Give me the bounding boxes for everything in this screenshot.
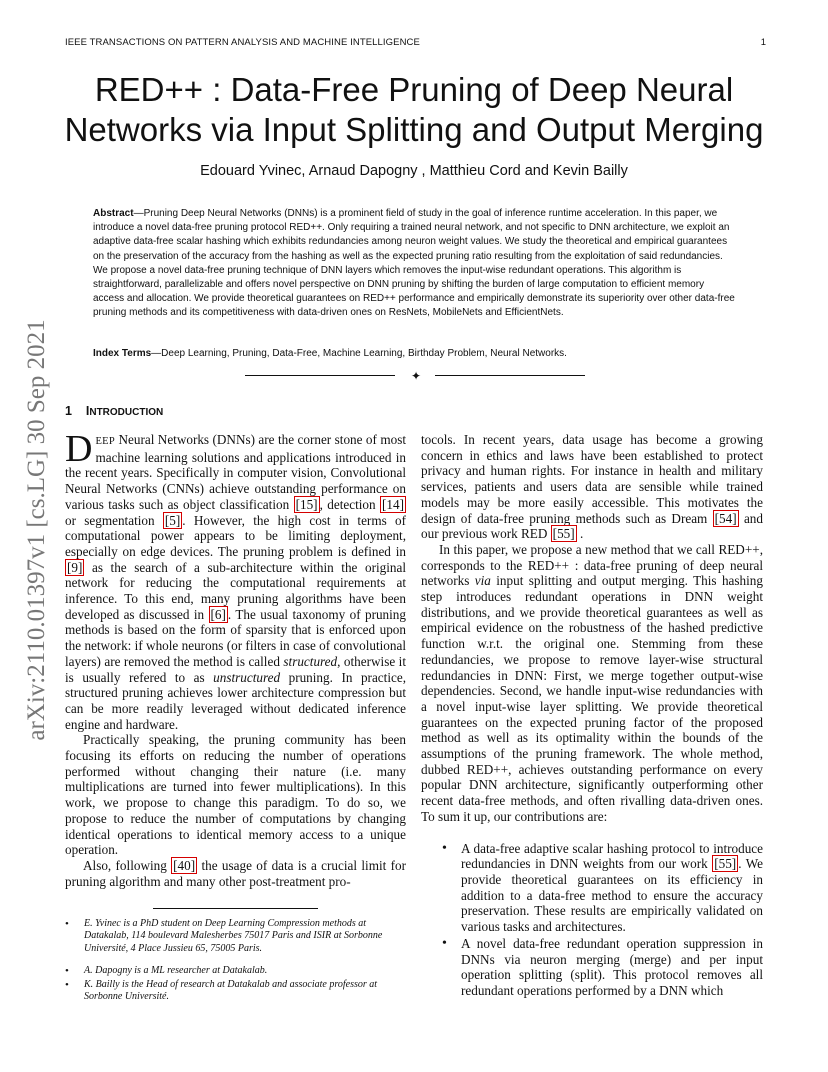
emphasis: via: [474, 573, 491, 589]
section-number: 1: [65, 404, 72, 418]
text-run: .: [576, 526, 584, 542]
text-run: the usage of data is a crucial limit for pruning algorithm and many other post-treatment pro-: [65, 857, 406, 889]
citation-link[interactable]: [55]: [714, 856, 737, 872]
citation-link[interactable]: [40]: [173, 857, 196, 873]
text-run: . However, the high cost in terms of computational power appears to be limiting deployment, especially on edge devices. The pruning problem is defined in: [65, 512, 406, 559]
section-title-rest: NTRODUCTION: [89, 407, 164, 418]
text-run: . The usual taxonomy of pruning methods is based on the form of sparsity that is enforced upon the network: if whole neurons (or filters in case of convolutional layers) are removed the method is called: [65, 606, 406, 669]
divider-line-right: [435, 375, 585, 376]
abstract-label: Abstract: [93, 208, 134, 219]
divider-star-icon: ✦: [411, 369, 422, 383]
text-run: In this paper, we propose a new method that we call RED++, corresponds to the RED++ : data-free pruning of deep neural networks: [421, 541, 763, 589]
text-run: . We provide theoretical guarantees on its efficiency in addition to a data-free method to ensure the accuracy preservation. These results are empirically validated on various tasks and architectures.: [461, 856, 763, 935]
footnote-item: • A. Dapogny is a ML researcher at Datakalab.: [84, 965, 406, 977]
intro-paragraph-2: Practically speaking, the pruning community has been focusing its efforts on reducing the number of operations performed without changing their nature (i.e. many multiplications are turned into fewer multiplications). In this work, we propose to change this paradigm. To do so, we propose to reduce the number of computations by changing identical operations to identical memory access to a unique operation.: [65, 732, 406, 858]
running-head: IEEE TRANSACTIONS ON PATTERN ANALYSIS AND MACHINE INTELLIGENCE: [65, 37, 420, 48]
footnote-item: • E. Yvinec is a PhD student on Deep Learning Compression methods at Datakalab, 114 boulevard Malesherbes 75017 Paris and ISIR at Sorbonne Université, 4 Place Jussieu 65, 75005 Paris.: [84, 918, 406, 955]
text-run: , otherwise it is usually refered to as: [65, 653, 406, 685]
intro-paragraph-3: [65, 858, 406, 889]
page-number: 1: [760, 37, 766, 48]
footnote-rule: [153, 908, 318, 909]
footnote-item: • K. Bailly is the Head of research at Datakalab and associate professor at Sorbonne Université.: [84, 979, 406, 1004]
abstract: [93, 207, 737, 321]
text-run: , detection: [319, 496, 381, 512]
citation-link[interactable]: [14]: [382, 496, 405, 512]
arxiv-stamp-text: arXiv:2110.01397v1 [cs.LG] 30 Sep 2021: [23, 319, 50, 741]
left-column: [65, 428, 406, 889]
contribution-item: • A novel data-free redundant operation suppression in DNNs via neuron merging (merge) and per input operation splitting (split). This protocol removes all redundant operations performed by a DNN which: [461, 936, 763, 999]
author-list: Edouard Yvinec, Arnaud Dapogny , Matthieu Cord and Kevin Bailly: [200, 163, 628, 179]
text-run: and our previous work RED: [421, 510, 763, 542]
text-run: Also, following: [83, 857, 172, 873]
citation-link[interactable]: [15]: [295, 496, 318, 512]
index-terms-text: —Deep Learning, Pruning, Data-Free, Machine Learning, Birthday Problem, Neural Networks.: [151, 348, 567, 359]
drop-cap: D: [65, 428, 93, 470]
abstract-text: —Pruning Deep Neural Networks (DNNs) is a prominent field of study in the goal of inference runtime acceleration. In this paper, we introduce a novel data-free pruning protocol RED++. Only requiring a trained neural network, and not specific to DNN architecture, we exploit an adaptive data-free scalar hashing which exhibits redundancies among neuron weight values. We study the theoretical and empirical guarantees on the preservation of the accuracy from the hashing as well as the expected pruning ratio resulting from the exploitation of said redundancies. We propose a novel data-free pruning technique of DNN layers which removes the input-wise redundant operations. This algorithm is straightforward, parallelizable and offers novel perspective on DNN pruning by shifting the burden of large computation to efficient memory access and allocation. We provide theoretical guarantees on RED++ performance and empirically demonstrate its superiority over other data-free pruning methods and its competitiveness with data-driven ones on ResNets, MobileNets and EfficientNets.: [93, 208, 735, 319]
index-terms: [93, 347, 737, 361]
citation-link[interactable]: [9]: [67, 559, 83, 575]
citation-link[interactable]: [55]: [552, 526, 575, 542]
citation-link[interactable]: [5]: [164, 512, 181, 528]
right-column: [421, 432, 763, 1000]
intro-paragraph-1: [65, 428, 406, 732]
emphasis: structured: [283, 653, 338, 669]
text-run: A data-free adaptive scalar hashing protocol to introduce redundancies in DNN weights from our work: [461, 840, 763, 872]
arxiv-stamp: [12, 300, 62, 760]
citation-link[interactable]: [6]: [210, 606, 226, 622]
section-heading: [65, 404, 163, 418]
citation-link[interactable]: [54]: [714, 510, 737, 526]
section-title-initial: I: [85, 404, 90, 418]
section-divider: [245, 369, 585, 383]
footnotes: [65, 918, 406, 1014]
divider-line-left: [245, 375, 395, 376]
emphasis: unstructured: [213, 669, 281, 685]
text-run: tocols. In recent years, data usage has become a growing concern in ethics and laws have been established to protect privacy and human rights. For instance in health and military services, patients and users data are sensible while trained models may be more easily accessible. This motivates the design of data-free pruning methods such as Dream: [421, 432, 763, 526]
index-terms-label: Index Terms: [93, 348, 152, 359]
text-run: or segmentation: [65, 512, 163, 528]
text-run: Neural Networks (DNNs) are the corner stone of most machine learning solutions and applications introduced in the recent years. Specifically in computer vision, Convolutional Neural Networks (CNNs) achieve outstanding performance on various tasks such as object classification: [65, 432, 406, 512]
smallcaps-lead: EEP: [95, 436, 116, 447]
contribution-item: [461, 841, 763, 935]
intro-paragraph-4: [421, 432, 763, 542]
text-run: pruning. In practice, structured pruning achieves lower architecture compression but can be more readily leveraged without dedicated inference engine and hardware.: [65, 669, 406, 732]
text-run: input splitting and output merging. This hashing step introduces redundant operations in DNN weight distributions, and we provide theoretical guarantees as well as empirical evidence on the robustness of the hashed predictive function w.r.t. the original one. Stemming from these redundancies, we propose to remove layer-wise structural redundancies in DNN: First, we merge together output-wise dependencies. Second, we handle input-wise redundancies with a novel input-wise layer splitting. We provide theoretical guarantees on the expected pruning factor of the proposed method as well as its optimality within the bounds of the assumptions of the pruning framework. The whole method, dubbed RED++, achieves outstanding performance on every popular DNN architecture, significantly outperforming other recent data-free methods, and often rivalling data-driven ones. To sum it up, our contributions are:: [421, 573, 763, 824]
paper-title: RED++ : Data-Free Pruning of Deep Neural Networks via Input Splitting and Output Merging: [64, 71, 764, 148]
text-run: as the search of a sub-architecture within the original network for reducing the computational requirements at inference. To this end, many pruning algorithms have been developed as discussed in: [65, 559, 406, 622]
intro-paragraph-5: [421, 542, 763, 825]
contribution-list: [421, 841, 763, 999]
